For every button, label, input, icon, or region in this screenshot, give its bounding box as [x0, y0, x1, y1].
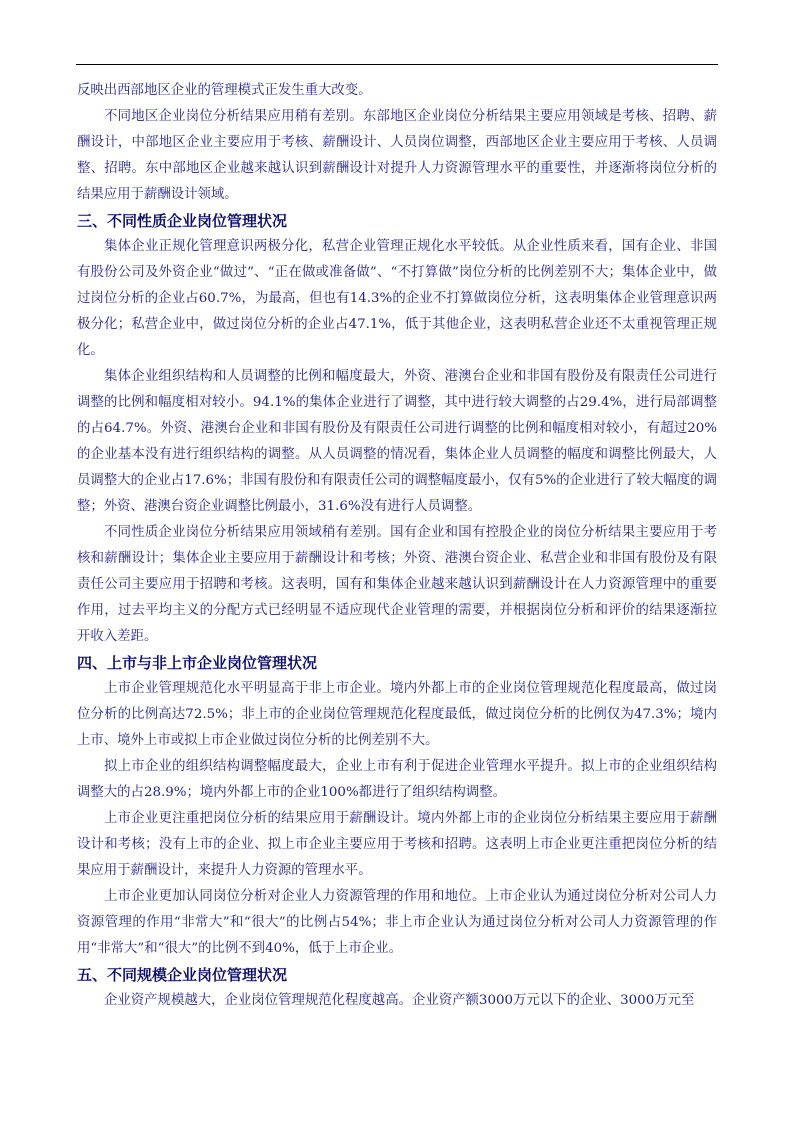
paragraph: 拟上市企业的组织结构调整幅度最大，企业上市有利于促进企业管理水平提升。拟上市的企业组织结构调整大的占28.9%；境内外都上市的企业100%都进行了组织结构调整。 [77, 759, 717, 800]
paragraph: 集体企业组织结构和人员调整的比例和幅度最大，外资、港澳台企业和非国有股份及有限责任公司进行调整的比例和幅度相对较小。94.1%的集体企业进行了调整，其中进行较大调整的占29.4%，进行局部调整的占64.7%。外资、港澳台企业和非国有股份及有限责任公司进行调整的比例和幅度相对较小，有超过20%的企业基本没有进行组织结构的调整。从人员调整的情况看，集体企业人员调整的幅度和调整比例最大，人员调整大的企业占17.6%；非国有股份和有限责任公司的调整幅度最小，仅有5%的企业进行了较大幅度的调整；外资、港澳台资企业调整比例最小，31.6%没有进行人员调整。 [77, 369, 717, 514]
paragraph: 上市企业更注重把岗位分析的结果应用于薪酬设计。境内外都上市的企业岗位分析结果主要应用于薪酬设计和考核；没有上市的企业、拟上市企业主要应用于考核和招聘。这表明上市企业更注重把岗位分析的结果应用于薪酬设计，来提升人力资源的管理水平。 [77, 811, 717, 878]
paragraph: 不同性质企业岗位分析结果应用领域稍有差别。国有企业和国有控股企业的岗位分析结果主要应用于考核和薪酬设计；集体企业主要应用于薪酬设计和考核；外资、港澳台资企业、私营企业和非国有股份及有限责任公司主要应用于招聘和考核。这表明，国有和集体企业越来越认识到薪酬设计在人力资源管理中的重要作用，过去平均主义的分配方式已经明显不适应现代企业管理的需要，并根据岗位分析和评价的结果逐渐拉开收入差距。 [77, 525, 717, 644]
paragraph: 不同地区企业岗位分析结果应用稍有差别。东部地区企业岗位分析结果主要应用领域是考核、招聘、薪酬设计，中部地区企业主要应用于考核、薪酬设计、人员岗位调整，西部地区企业主要应用于考核、人员调整、招聘。东中部地区企业越来越认识到薪酬设计对提升人力资源管理水平的重要性，并逐渐将岗位分析的结果应用于薪酬设计领域。 [77, 109, 717, 202]
paragraph: 企业资产规模越大，企业岗位管理规范化程度越高。企业资产额3000万元以下的企业、3000万元至 [104, 993, 695, 1008]
document-body [77, 78, 717, 1014]
section-heading-3: 三、不同性质企业岗位管理状况 [77, 212, 288, 230]
paragraph: 上市企业更加认同岗位分析对企业人力资源管理的作用和地位。上市企业认为通过岗位分析对公司人力资源管理的作用“非常大”和“很大”的比例占54%；非上市企业认为通过岗位分析对公司人力资源管理的作用“非常大”和“很大”的比例不到40%，低于上市企业。 [77, 889, 717, 956]
header-rule [76, 64, 718, 65]
paragraph: 反映出西部地区企业的管理模式正发生重大改变。 [77, 83, 372, 98]
paragraph: 上市企业管理规范化水平明显高于非上市企业。境内外都上市的企业岗位管理规范化程度最高，做过岗位分析的比例高达72.5%；非上市的企业岗位管理规范化程度最低，做过岗位分析的比例仅为47.3%；境内上市、境外上市或拟上市企业做过岗位分析的比例差别不大。 [77, 681, 717, 748]
section-heading-5: 五、不同规模企业岗位管理状况 [77, 966, 288, 984]
paragraph: 集体企业正规化管理意识两极分化，私营企业管理正规化水平较低。从企业性质来看，国有企业、非国有股份公司及外资企业“做过”、“正在做或准备做”、“不打算做”岗位分析的比例差别不大；集体企业中，做过岗位分析的企业占60.7%，为最高，但也有14.3%的企业不打算做岗位分析，这表明集体企业管理意识两极分化；私营企业中，做过岗位分析的企业占47.1%，低于其他企业，这表明私营企业还不太重视管理正规化。 [77, 239, 717, 358]
section-heading-4: 四、上市与非上市企业岗位管理状况 [77, 654, 318, 672]
